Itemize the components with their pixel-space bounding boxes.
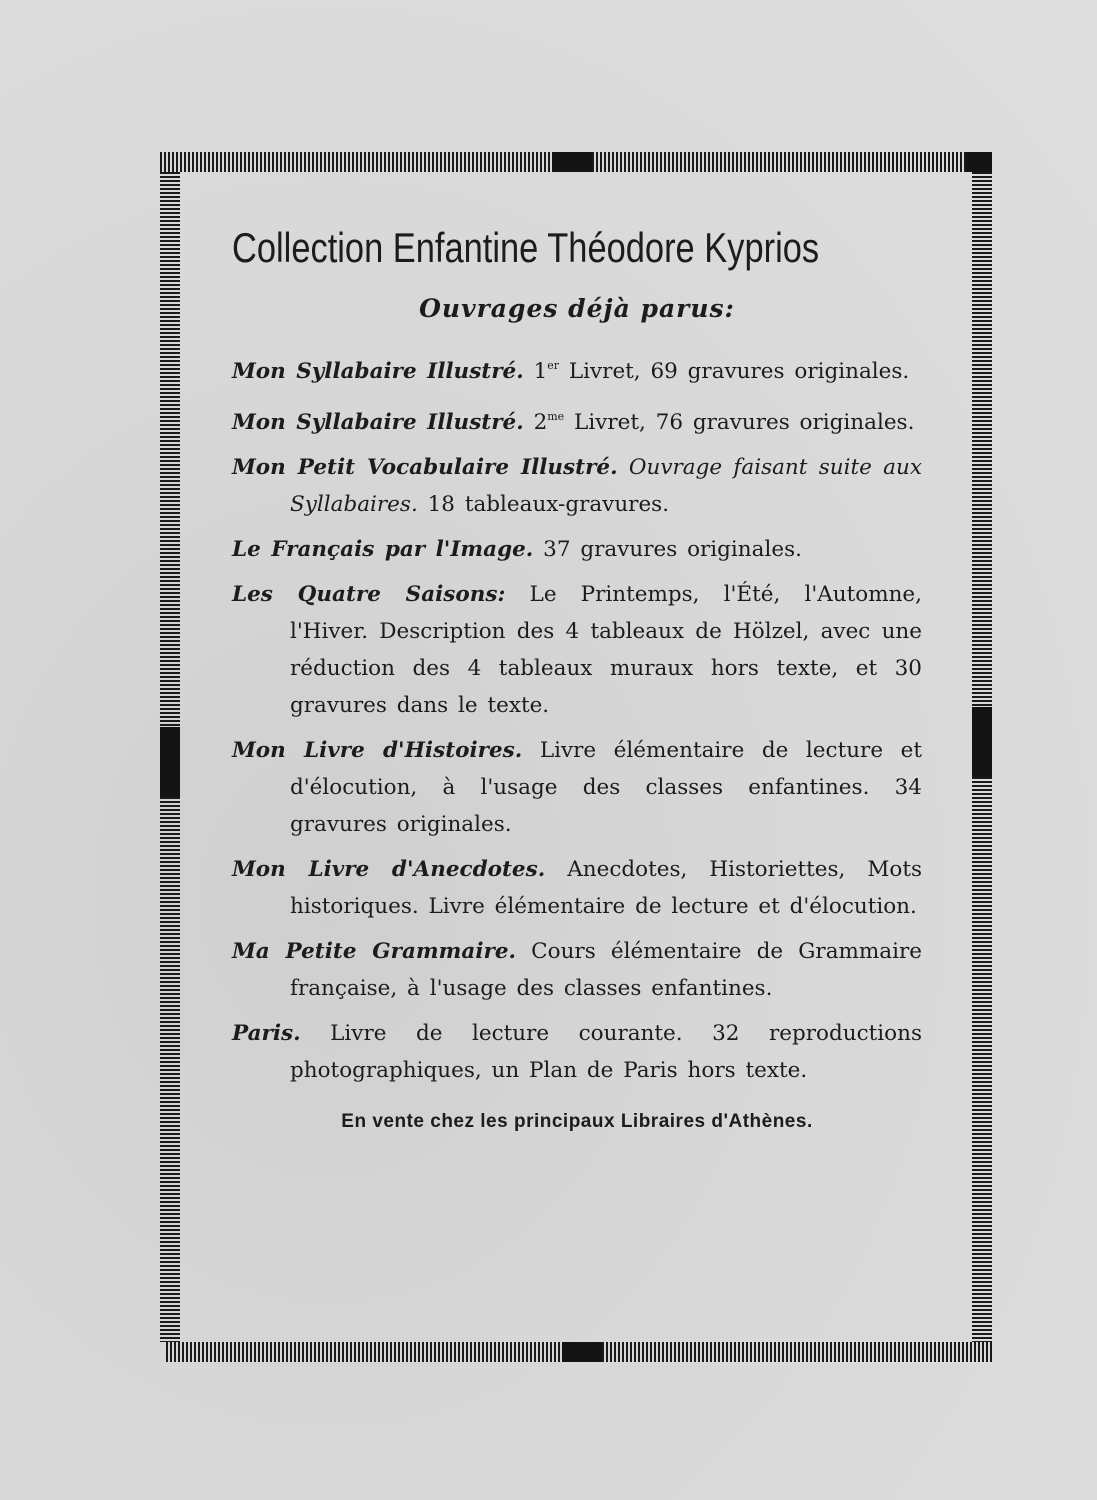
book-note: Ouvrage faisant suite aux Syllabaires.: [290, 455, 922, 517]
book-description: Livre élémentaire de lecture et d'élocution, à l'usage des classes enfantines. 34 gravures originales.: [290, 738, 922, 837]
border-right-center-block: [972, 707, 992, 777]
book-title: Paris.: [232, 1021, 301, 1046]
book-description: Cours élémentaire de Grammaire française, à l'usage des classes enfantines.: [290, 939, 923, 1001]
book-title: Mon Syllabaire Illustré.: [232, 410, 524, 435]
book-entry: [232, 732, 922, 843]
border-bottom-center-block: [562, 1342, 602, 1362]
decorative-border-frame: [160, 152, 992, 1364]
book-title: Ma Petite Grammaire.: [232, 939, 517, 964]
border-top-center-block: [552, 152, 592, 172]
border-top-right: [592, 152, 968, 172]
volume-number: 2: [533, 410, 548, 435]
volume-ordinal: me: [547, 410, 565, 423]
book-entry: [232, 531, 922, 568]
page-title: Collection Enfantine Théodore Kyprios: [232, 224, 820, 271]
book-description: 18 tableaux-gravures.: [427, 492, 670, 517]
book-title: Mon Livre d'Histoires.: [232, 738, 523, 763]
border-left-top: [160, 172, 180, 727]
book-list: [232, 347, 922, 1089]
border-corner-top-right: [966, 152, 992, 172]
book-entry: [232, 851, 922, 925]
volume-number: 1: [533, 359, 548, 384]
book-entry: [232, 449, 922, 523]
book-title: Le Français par l'Image.: [232, 537, 534, 562]
book-entry: [232, 398, 922, 441]
book-title: Mon Livre d'Anecdotes.: [232, 857, 546, 882]
book-entry: [232, 576, 922, 724]
volume-ordinal: er: [547, 359, 560, 372]
book-description: Livret, 69 gravures originales.: [559, 359, 910, 384]
border-bottom-right: [602, 1342, 992, 1362]
border-right-top: [972, 172, 992, 707]
border-top-left: [160, 152, 552, 172]
book-title: Mon Petit Vocabulaire Illustré.: [232, 455, 618, 480]
border-bottom-left: [166, 1342, 562, 1362]
book-entry: [232, 933, 922, 1007]
book-description: Livre de lecture courante. 32 reproductions photographiques, un Plan de Paris hors texte.: [290, 1021, 922, 1083]
border-left-bottom: [160, 797, 180, 1342]
book-title: Les Quatre Saisons:: [232, 582, 506, 607]
book-description: Anecdotes, Historiettes, Mots historiques. Livre élémentaire de lecture et d'élocution.: [290, 857, 922, 919]
catalog-content: [232, 224, 922, 1133]
book-title: Mon Syllabaire Illustré.: [232, 359, 524, 384]
book-entry: [232, 1015, 922, 1089]
book-description: Livret, 76 gravures originales.: [564, 410, 915, 435]
book-description: 37 gravures originales.: [543, 537, 802, 562]
border-right-bottom: [972, 777, 992, 1342]
border-left-center-block: [160, 727, 180, 797]
sales-note: En vente chez les principaux Libraires d'Athènes.: [341, 1111, 813, 1132]
subtitle: Ouvrages déjà parus:: [419, 294, 735, 323]
book-entry: [232, 347, 922, 390]
book-description: Le Printemps, l'Été, l'Automne, l'Hiver. Description des 4 tableaux de Hölzel, avec une réduction des 4 tableaux muraux hors texte, et 30 gravures dans le texte.: [290, 582, 922, 718]
